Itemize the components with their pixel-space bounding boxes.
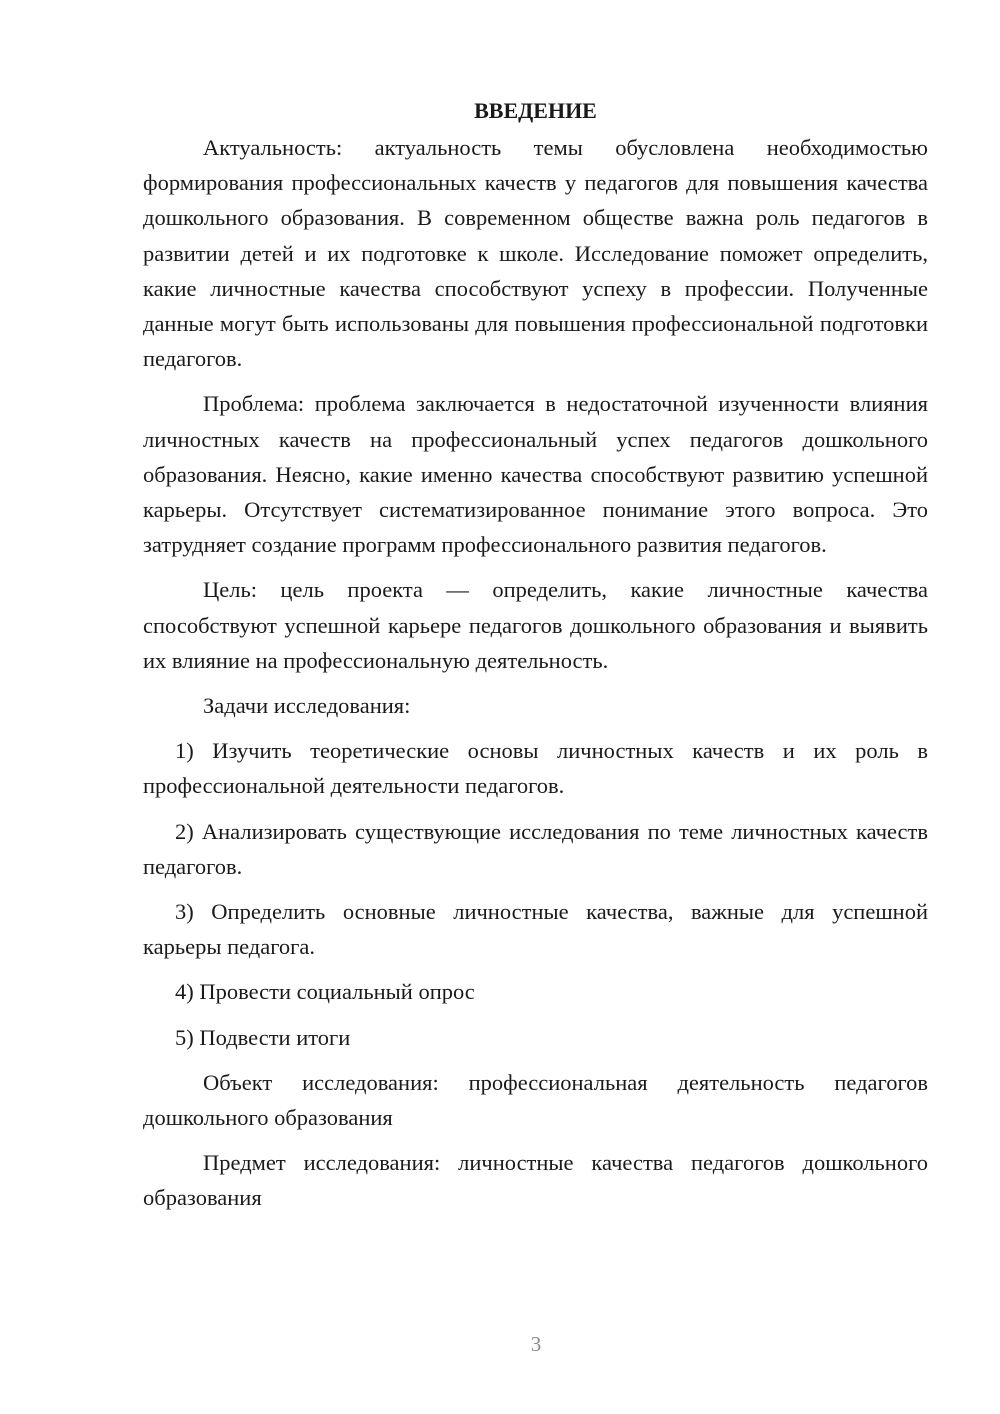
tasks-heading: Задачи исследования:	[203, 693, 411, 719]
task-item-4: 4) Провести социальный опрос	[175, 979, 475, 1005]
task-item-5: 5) Подвести итоги	[175, 1024, 351, 1050]
page-number: 3	[530, 1332, 542, 1356]
paragraph-goal: Цель: цель проекта — определить, какие личностные качества способствуют успешной карьере педагогов дошкольного образования и выявить их влияние на профессиональную деятельность.	[143, 577, 928, 673]
task-item-1: 1) Изучить теоретические основы личностных качеств и их роль в профессиональной деятельности педагогов.	[143, 738, 928, 799]
paragraph-object: Объект исследования: профессиональная деятельность педагогов дошкольного образования	[143, 1069, 928, 1131]
task-item-3: 3) Определить основные личностные качества, важные для успешной карьеры педагога.	[143, 899, 928, 960]
paragraph-problem: Проблема: проблема заключается в недостаточной изученности влияния личностных качеств на профессиональный успех педагогов дошкольного образования. Неясно, какие именно качества способствуют развитию успешной карьеры. Отсутствует систематизированное понимание этого вопроса. Это затрудняет создание программ профессионального развития педагогов.	[143, 391, 928, 558]
paragraph-relevance: Актуальность: актуальность темы обусловлена необходимостью формирования профессиональных качеств у педагогов для повышения качества дошкольного образования. В современном обществе важна роль педагогов в развитии детей и их подготовке к школе. Исследование поможет определить, какие личностные качества способствуют успеху в профессии. Полученные данные могут быть использованы для повышения профессиональной подготовки педагогов.	[143, 135, 928, 372]
task-item-2: 2) Анализировать существующие исследования по теме личностных качеств педагогов.	[143, 818, 928, 879]
paragraph-subject: Предмет исследования: личностные качества педагогов дошкольного образования	[143, 1150, 928, 1211]
page-content	[143, 93, 928, 1226]
page-title: ВВЕДЕНИЕ	[474, 98, 597, 123]
